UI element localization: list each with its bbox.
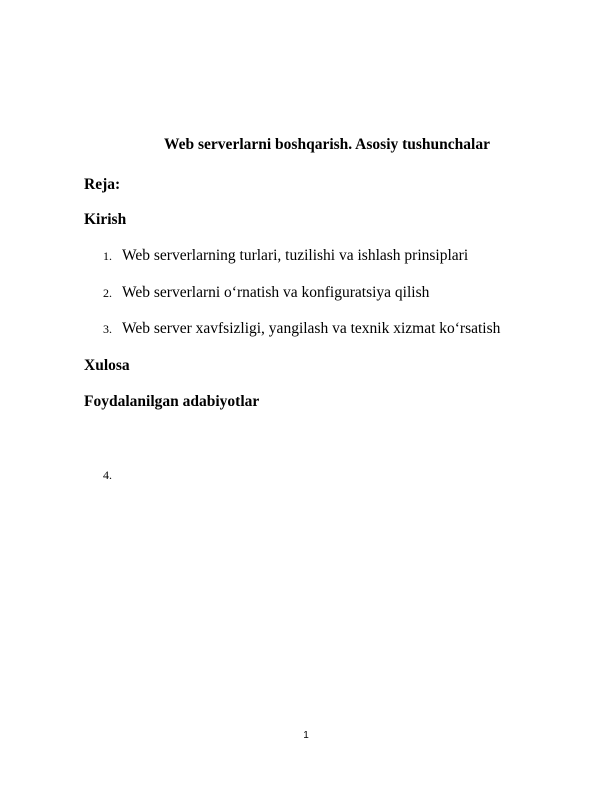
conclusion-heading: Xulosa bbox=[84, 357, 130, 374]
document-title: Web serverlarni boshqarish. Asosiy tushunchalar bbox=[164, 136, 490, 153]
list-item-text: Web server xavfsizligi, yangilash va texnik xizmat ko‘rsatish bbox=[122, 320, 501, 337]
list-item-text: Web serverlarning turlari, tuzilishi va ishlash prinsiplari bbox=[122, 247, 469, 264]
list-item-number: 4. bbox=[103, 468, 112, 482]
intro-heading: Kirish bbox=[84, 211, 127, 228]
list-item-number: 2. bbox=[103, 286, 112, 300]
list-item bbox=[103, 247, 468, 265]
page-number: 1 bbox=[303, 730, 309, 741]
references-heading: Foydalanilgan adabiyotlar bbox=[84, 393, 260, 410]
plan-heading: Reja: bbox=[84, 176, 121, 193]
list-item-number: 3. bbox=[103, 322, 112, 336]
list-item-text: Web serverlarni o‘rnatish va konfiguratsiya qilish bbox=[122, 284, 430, 301]
list-item bbox=[103, 466, 122, 484]
list-item bbox=[103, 284, 429, 302]
list-item-number: 1. bbox=[103, 249, 112, 263]
list-item bbox=[103, 320, 500, 338]
